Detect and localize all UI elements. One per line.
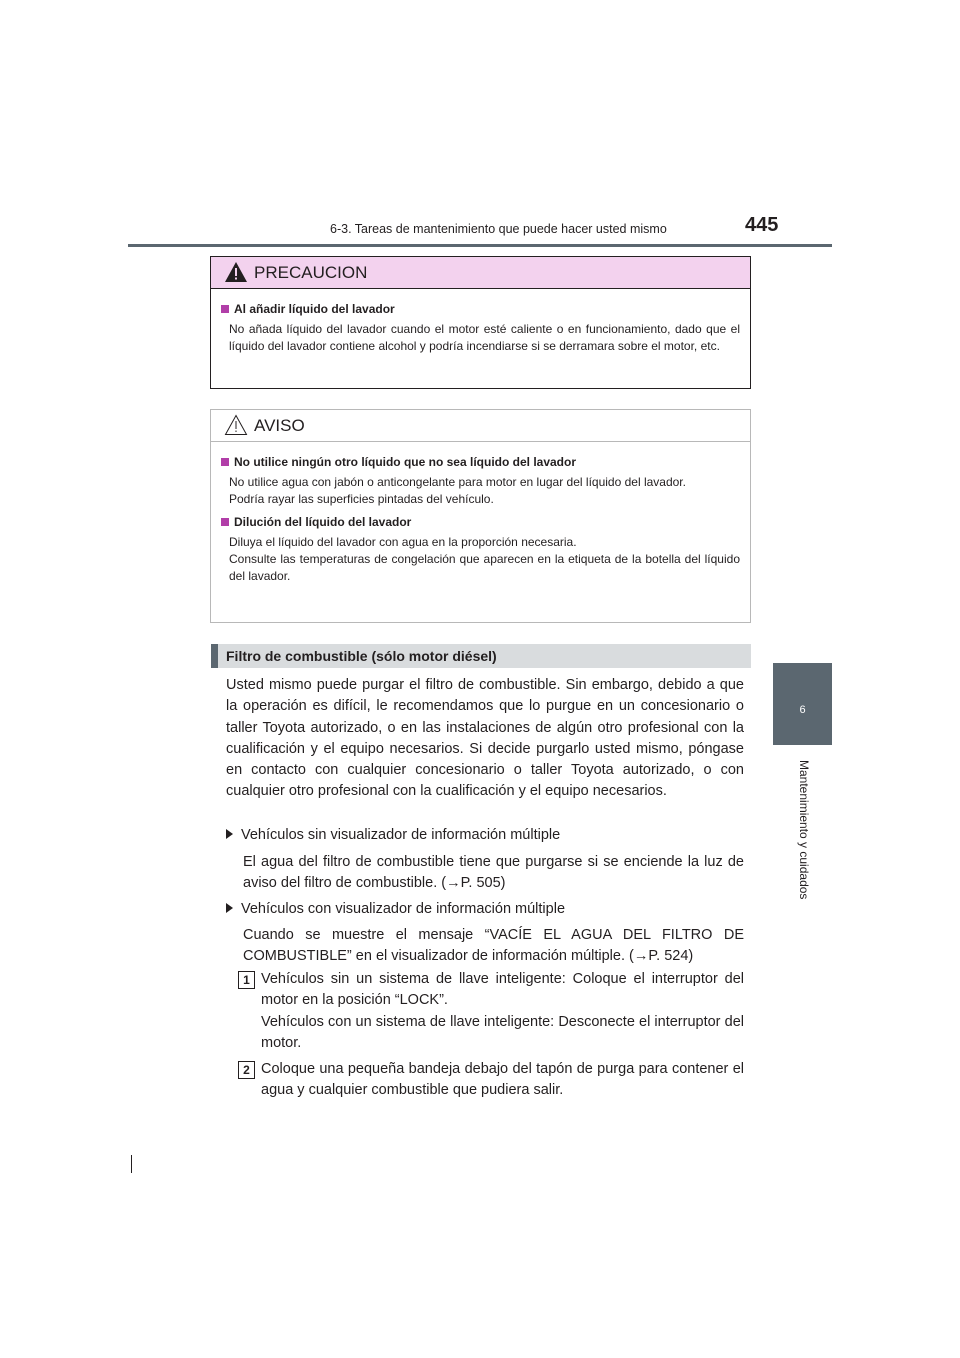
section-title: Filtro de combustible (sólo motor diésel) (226, 648, 497, 664)
warning-triangle-icon (224, 261, 248, 283)
caution-item-text: No añada líquido del lavador cuando el motor esté caliente o en funcionamiento, dado que el líquido del lavador contiene alcohol y podría incendiarse si se derramara sobre el motor, etc. (229, 322, 740, 353)
notice-title: AVISO (254, 416, 305, 435)
square-bullet-icon (221, 458, 229, 466)
section-header-title: 6-3. Tareas de mantenimiento que puede hacer usted mismo (330, 222, 667, 236)
header-divider (128, 244, 832, 247)
section-heading (211, 644, 751, 668)
caution-outline-triangle-icon (224, 414, 248, 436)
bullet-item: Vehículos con visualizador de información múltiple (226, 899, 565, 920)
bullet-item: Vehículos sin visualizador de información múltiple (226, 825, 560, 846)
triangle-bullet-icon (226, 829, 233, 839)
chapter-label: Mantenimiento y cuidados (797, 760, 811, 900)
chapter-number: 6 (799, 704, 806, 716)
bullet-text: El agua del filtro de combustible tiene que purgarse si se enciende la luz de aviso del filtro de combustible. (→P. 505) (243, 854, 744, 892)
section-heading-bar (211, 644, 218, 668)
notice-item-text: Diluya el líquido del lavador con agua en la proporción necesaria. Consulte las temperaturas de congelación que aparecen en la etiqueta de la botella del líquido del lavador. (229, 535, 740, 583)
notice-box (210, 409, 751, 623)
notice-item-heading: Dilución del líquido del lavador (221, 514, 740, 531)
page-number: 445 (745, 214, 779, 236)
step-text: Vehículos sin un sistema de llave inteligente: Coloque el interruptor del motor en la posición “LOCK”. Vehículos con un sistema de llave inteligente: Desconecte el interruptor del motor. (261, 971, 744, 1051)
bullet-text: Cuando se muestre el mensaje “VACÍE EL AGUA DEL FILTRO DE COMBUSTIBLE” en el visualizador de información múltiple. (→P. 524) (243, 927, 744, 965)
caution-body (211, 289, 750, 355)
notice-box-header (211, 410, 750, 442)
caution-box-header (211, 257, 750, 289)
margin-mark (131, 1155, 132, 1173)
square-bullet-icon (221, 305, 229, 313)
notice-item-heading: No utilice ningún otro líquido que no sea líquido del lavador (221, 454, 740, 471)
caution-title: PRECAUCION (254, 263, 368, 282)
caution-item-heading: Al añadir líquido del lavador (221, 301, 740, 318)
intro-paragraph: Usted mismo puede purgar el filtro de combustible. Sin embargo, debido a que la operación es difícil, le recomendamos que lo purgue en un concesionario o taller Toyota autorizado, o en las instalaciones de algún otro profesional con la cualificación y el equipo necesarios. Si decide purgarlo usted mismo, póngase en contacto con cualquier concesionario o taller Toyota autorizado, o con cualquier otro profesional con la cualificación y el equipo necesarios. (226, 677, 744, 800)
step-number: 2 (238, 1061, 255, 1079)
notice-item-text: No utilice agua con jabón o anticongelante para motor en lugar del líquido del lavador. Podría rayar las superficies pintadas del vehículo. (229, 475, 686, 506)
step-text: Coloque una pequeña bandeja debajo del tapón de purga para contener el agua y cualquier combustible que pudiera salir. (261, 1061, 744, 1099)
step-number: 1 (238, 971, 255, 989)
triangle-bullet-icon (226, 903, 233, 913)
chapter-tab (773, 663, 832, 745)
notice-body (211, 442, 750, 585)
caution-box (210, 256, 751, 389)
square-bullet-icon (221, 518, 229, 526)
